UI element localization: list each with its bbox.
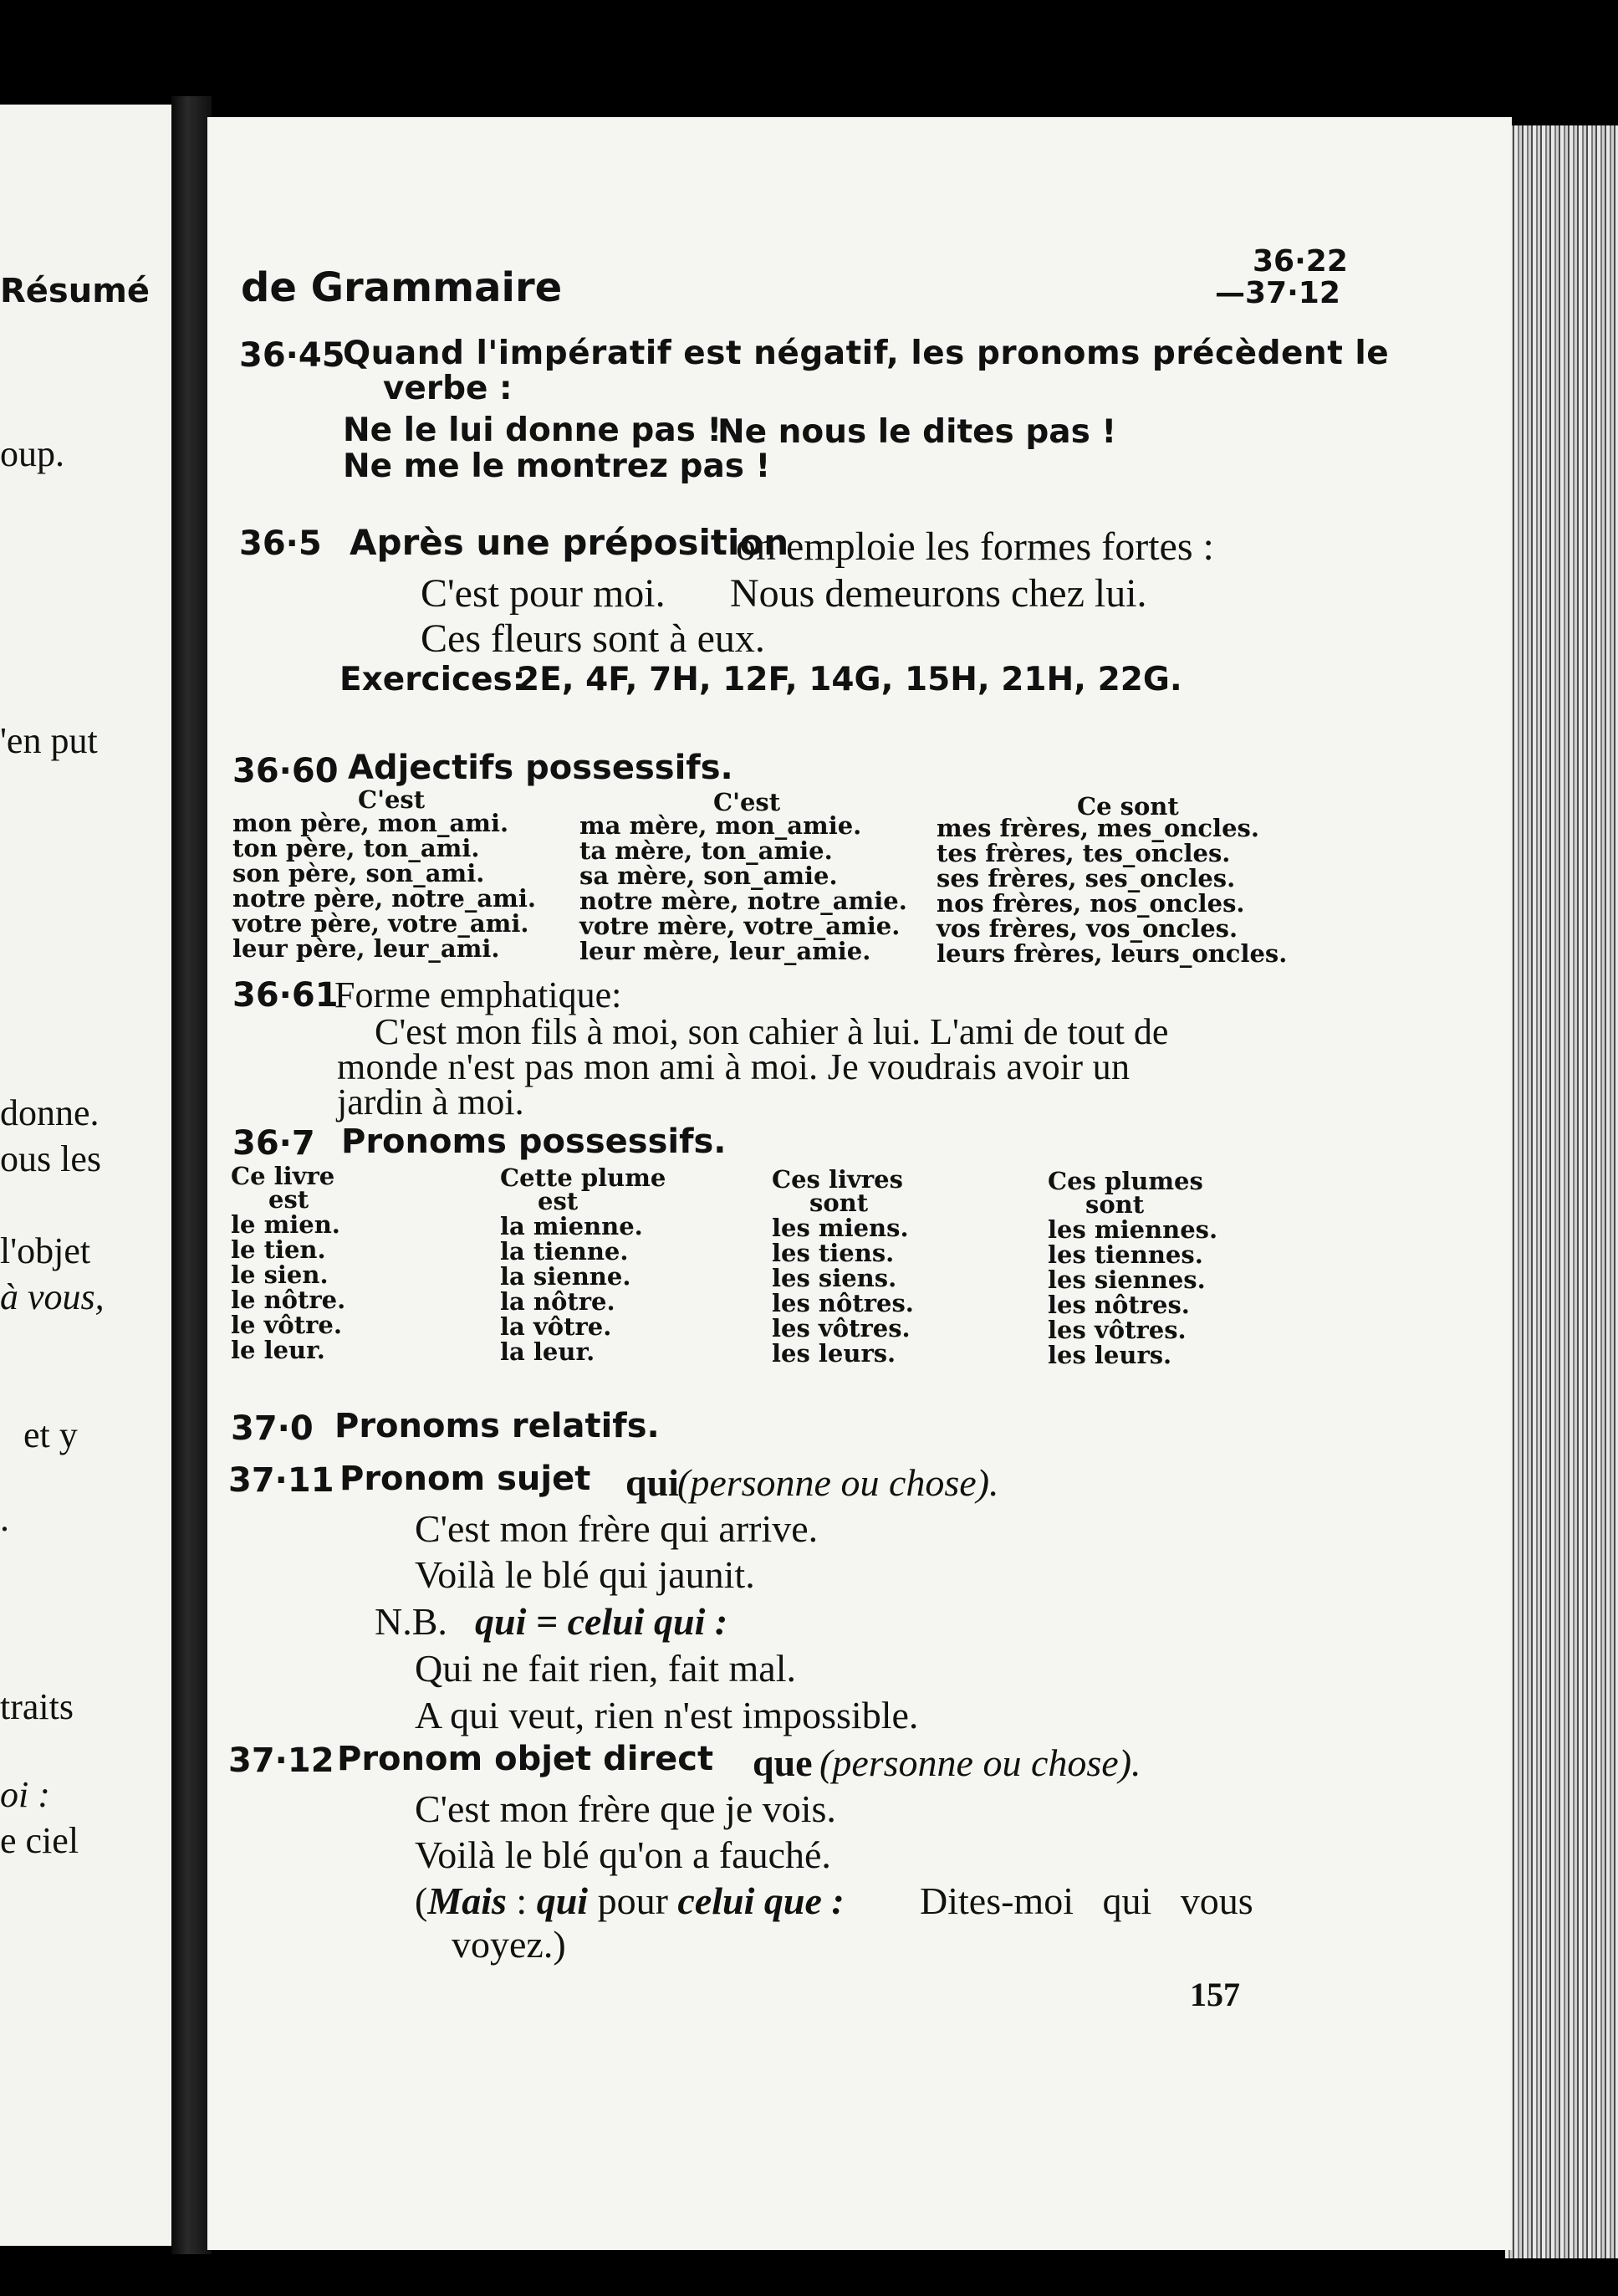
table-cell: ses frères, ses_oncles.	[937, 864, 1236, 892]
example: Qui ne fait rien, fait mal.	[415, 1647, 797, 1690]
table-cell: leurs frères, leurs_oncles.	[937, 939, 1288, 968]
table-cell: votre mère, votre_amie.	[579, 912, 901, 940]
table-cell: le sien.	[231, 1260, 329, 1289]
table-cell: la mienne.	[500, 1212, 643, 1240]
left-word: à vous,	[0, 1276, 105, 1317]
table-cell: ta mère, ton_amie.	[579, 836, 833, 865]
left-word: traits	[0, 1686, 74, 1727]
table-cell: ma mère, mon_amie.	[579, 811, 862, 840]
left-facing-page	[0, 105, 171, 2246]
table-cell: le mien.	[231, 1210, 340, 1239]
paragraph-line: monde n'est pas mon ami à moi. Je voudrais avoir un	[337, 1046, 1131, 1087]
section-number: 37·11	[228, 1461, 334, 1500]
celui-que: celui que :	[677, 1879, 845, 1922]
table-cell: vos frères, vos_oncles.	[937, 914, 1238, 943]
section-number: 36·45	[239, 336, 345, 375]
page-number: 157	[1190, 1976, 1240, 2013]
table-cell: leur père, leur_ami.	[232, 934, 500, 963]
table-cell: la vôtre.	[500, 1312, 612, 1341]
rule-text: on emploie les formes fortes :	[736, 524, 1214, 569]
table-cell: la leur.	[500, 1337, 595, 1366]
rule-text: verbe :	[383, 370, 513, 407]
example: voyez.)	[452, 1923, 566, 1966]
left-word: .	[0, 1498, 9, 1539]
example: Ne me le montrez pas !	[343, 447, 771, 485]
main-page	[207, 117, 1512, 2250]
rule-note: (personne ou chose).	[819, 1741, 1141, 1784]
column-header: Cette plume	[500, 1163, 666, 1192]
table-cell: les tiens.	[772, 1239, 895, 1267]
table-cell: notre mère, notre_amie.	[579, 887, 907, 915]
table-cell: leur mère, leur_amie.	[579, 937, 871, 965]
mais-word: Mais	[427, 1879, 507, 1922]
left-word: donne.	[0, 1092, 100, 1133]
relative-pronoun: que	[753, 1741, 813, 1784]
example: Ne le lui donne pas !	[343, 412, 722, 449]
left-word: ous les	[0, 1138, 101, 1179]
example: A qui veut, rien n'est impossible.	[415, 1694, 919, 1736]
section-number: 36·5	[239, 524, 322, 563]
section-number: 36·61	[232, 976, 339, 1015]
example: C'est pour moi.	[421, 571, 666, 616]
table-cell: les nôtres.	[1048, 1291, 1190, 1319]
example: Ces fleurs sont à eux.	[421, 616, 765, 661]
section-number: 36·7	[232, 1124, 315, 1163]
table-cell: le tien.	[231, 1235, 326, 1264]
example: C'est mon frère qui arrive.	[415, 1507, 819, 1550]
section-number: 37·12	[228, 1741, 334, 1780]
example: Voilà le blé qui jaunit.	[415, 1553, 755, 1596]
left-word: e ciel	[0, 1820, 79, 1861]
column-header: Ce livre	[231, 1162, 335, 1190]
column-header: C'est	[713, 788, 781, 816]
column-header: C'est	[358, 785, 426, 814]
section-title: Pronoms relatifs.	[334, 1407, 660, 1445]
nb-label: N.B.	[375, 1600, 447, 1643]
exercises-list: 2E, 4F, 7H, 12F, 14G, 15H, 21H, 22G.	[517, 661, 1182, 698]
column-header: est	[538, 1187, 579, 1215]
example: C'est mon frère que je vois.	[415, 1787, 836, 1830]
table-cell: sa mère, son_amie.	[579, 862, 838, 890]
table-cell: les siens.	[772, 1264, 897, 1292]
table-cell: les vôtres.	[1048, 1316, 1187, 1344]
column-header: Ces livres	[772, 1165, 903, 1194]
left-word: oi :	[0, 1774, 50, 1815]
table-cell: les leurs.	[1048, 1341, 1172, 1369]
section-number: 37·0	[231, 1409, 314, 1448]
example: Voilà le blé qu'on a fauché.	[415, 1833, 831, 1876]
table-cell: les tiennes.	[1048, 1240, 1203, 1269]
section-range-top: 36·22	[1253, 244, 1348, 279]
left-word: 'en put	[0, 720, 98, 761]
table-cell: tes frères, tes_oncles.	[937, 839, 1231, 867]
left-word-resume: Résumé	[0, 272, 151, 310]
rule-heading: Pronom objet direct	[337, 1740, 714, 1778]
table-cell: les siennes.	[1048, 1266, 1206, 1294]
table-cell: le leur.	[231, 1336, 325, 1364]
table-cell: la tienne.	[500, 1237, 629, 1266]
left-word: et y	[23, 1414, 78, 1455]
paragraph-line: jardin à moi.	[337, 1082, 524, 1122]
column-header: sont	[809, 1189, 869, 1217]
relative-pronoun: qui	[625, 1461, 679, 1504]
section-title: Forme emphatique:	[334, 974, 622, 1015]
table-cell: les leurs.	[772, 1339, 896, 1368]
table-cell: les miens.	[772, 1214, 909, 1242]
table-cell: ton père, ton_ami.	[232, 834, 480, 862]
paragraph-line: C'est mon fils à moi, son cahier à lui. L'ami de tout de	[375, 1011, 1169, 1052]
table-cell: les vôtres.	[772, 1314, 911, 1342]
rule-heading: Après une préposition	[350, 522, 789, 563]
page-edges	[1505, 125, 1618, 2258]
table-cell: les miennes.	[1048, 1215, 1218, 1244]
column-header: sont	[1085, 1190, 1145, 1219]
rule-heading: Pronom sujet	[339, 1460, 591, 1498]
nb-text: qui = celui qui :	[475, 1600, 728, 1643]
rule-text: Quand l'impératif est négatif, les pronoms précèdent le	[343, 335, 1390, 372]
left-word: oup.	[0, 433, 64, 474]
book-gutter	[171, 96, 212, 2254]
table-cell: la nôtre.	[500, 1287, 615, 1316]
section-title: Adjectifs possessifs.	[348, 749, 733, 787]
exercises-label: Exercices:	[339, 661, 526, 698]
paren-open: (	[415, 1879, 428, 1922]
section-title: Pronoms possessifs.	[341, 1122, 727, 1161]
mais-note	[415, 1879, 845, 1922]
left-word: l'objet	[0, 1230, 91, 1271]
column-header: Ces plumes	[1048, 1167, 1203, 1195]
table-cell: son père, son_ami.	[232, 859, 485, 887]
pour-word: pour	[588, 1879, 678, 1922]
example: Dites-moi qui vous	[920, 1879, 1253, 1922]
table-cell: le nôtre.	[231, 1286, 346, 1314]
table-cell: la sienne.	[500, 1262, 631, 1291]
table-cell: nos frères, nos_oncles.	[937, 889, 1245, 918]
table-cell: les nôtres.	[772, 1289, 914, 1317]
column-header: est	[268, 1185, 309, 1214]
section-range-bottom: —37·12	[1215, 276, 1340, 310]
colon: :	[506, 1879, 537, 1922]
example: Ne nous le dites pas !	[717, 413, 1117, 451]
qui-word: qui	[536, 1879, 589, 1922]
column-header: Ce sont	[1077, 792, 1179, 821]
running-title: de Grammaire	[241, 264, 563, 311]
table-cell: mes frères, mes_oncles.	[937, 814, 1259, 842]
table-cell: le vôtre.	[231, 1311, 342, 1339]
example: Nous demeurons chez lui.	[730, 571, 1147, 616]
table-cell: notre père, notre_ami.	[232, 884, 536, 913]
table-cell: mon père, mon_ami.	[232, 809, 509, 837]
table-cell: votre père, votre_ami.	[232, 909, 529, 938]
rule-note: (personne ou chose).	[677, 1461, 999, 1504]
section-number: 36·60	[232, 752, 339, 790]
